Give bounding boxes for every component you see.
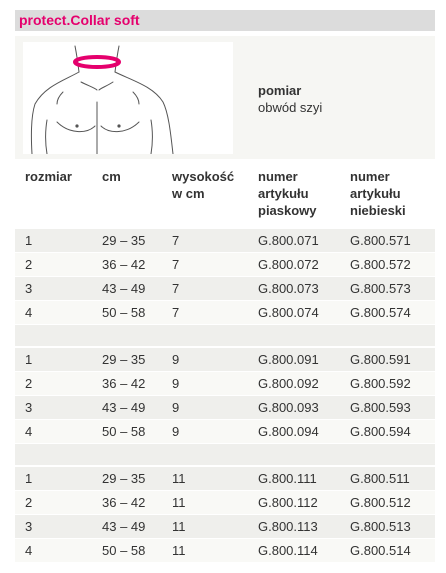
- table-row: [15, 277, 435, 301]
- cell-article-blue: G.800.511: [350, 467, 435, 491]
- cell-article-blue: G.800.572: [350, 253, 435, 277]
- cell-size: 3: [15, 277, 102, 301]
- cell-article-sand: G.800.073: [258, 277, 350, 301]
- cell-height: 11: [172, 515, 258, 539]
- header-height: wysokość w cm: [172, 163, 258, 229]
- cell-article-blue: G.800.571: [350, 229, 435, 253]
- cell-article-sand: G.800.092: [258, 372, 350, 396]
- cell-cm: 43 – 49: [102, 515, 172, 539]
- table-row: [15, 372, 435, 396]
- table-row: [15, 491, 435, 515]
- cell-height: 7: [172, 229, 258, 253]
- cell-height: 11: [172, 491, 258, 515]
- neck-measurement-illustration: [23, 42, 233, 154]
- cell-cm: 36 – 42: [102, 491, 172, 515]
- cell-height: 11: [172, 539, 258, 563]
- cell-article-sand: G.800.113: [258, 515, 350, 539]
- table-body: [15, 229, 435, 563]
- cell-article-blue: G.800.512: [350, 491, 435, 515]
- table-header-row: [15, 163, 435, 229]
- header-article-blue: numer artykułu niebieski: [350, 163, 435, 229]
- size-table: [15, 163, 435, 562]
- cell-size: 3: [15, 396, 102, 420]
- group-separator: [15, 325, 435, 347]
- measurement-info: [258, 82, 322, 116]
- cell-cm: 29 – 35: [102, 348, 172, 372]
- title-bar: [15, 10, 435, 31]
- cell-article-sand: G.800.094: [258, 420, 350, 444]
- cell-size: 1: [15, 229, 102, 253]
- cell-cm: 29 – 35: [102, 229, 172, 253]
- table-row: [15, 539, 435, 563]
- torso-outline-icon: [23, 42, 233, 154]
- table-row: [15, 348, 435, 372]
- table-row: [15, 253, 435, 277]
- cell-height: 11: [172, 467, 258, 491]
- cell-cm: 36 – 42: [102, 372, 172, 396]
- cell-article-blue: G.800.574: [350, 301, 435, 325]
- cell-article-blue: G.800.513: [350, 515, 435, 539]
- cell-height: 9: [172, 372, 258, 396]
- group-separator: [15, 444, 435, 466]
- cell-cm: 43 – 49: [102, 277, 172, 301]
- cell-article-sand: G.800.074: [258, 301, 350, 325]
- cell-article-sand: G.800.112: [258, 491, 350, 515]
- cell-size: 3: [15, 515, 102, 539]
- cell-height: 9: [172, 348, 258, 372]
- cell-article-sand: G.800.114: [258, 539, 350, 563]
- cell-size: 4: [15, 539, 102, 563]
- cell-article-sand: G.800.072: [258, 253, 350, 277]
- header-article-sand: numer artykułu piaskowy: [258, 163, 350, 229]
- measurement-subheading: obwód szyi: [258, 100, 323, 115]
- separator-cell: [15, 325, 435, 347]
- cell-article-blue: G.800.593: [350, 396, 435, 420]
- table-row: [15, 396, 435, 420]
- cell-height: 7: [172, 277, 258, 301]
- cell-cm: 29 – 35: [102, 467, 172, 491]
- measurement-heading: pomiar: [258, 83, 302, 98]
- cell-article-blue: G.800.592: [350, 372, 435, 396]
- cell-article-blue: G.800.514: [350, 539, 435, 563]
- cell-size: 4: [15, 301, 102, 325]
- cell-article-sand: G.800.111: [258, 467, 350, 491]
- cell-article-blue: G.800.594: [350, 420, 435, 444]
- cell-size: 1: [15, 467, 102, 491]
- table-row: [15, 301, 435, 325]
- cell-size: 2: [15, 491, 102, 515]
- cell-article-blue: G.800.591: [350, 348, 435, 372]
- neck-circumference-marker: [75, 57, 119, 67]
- cell-height: 9: [172, 420, 258, 444]
- cell-cm: 50 – 58: [102, 539, 172, 563]
- table-row: [15, 467, 435, 491]
- table-row: [15, 229, 435, 253]
- cell-size: 1: [15, 348, 102, 372]
- header-cm: cm: [102, 163, 172, 229]
- cell-height: 9: [172, 396, 258, 420]
- cell-height: 7: [172, 253, 258, 277]
- table-row: [15, 420, 435, 444]
- cell-article-sand: G.800.093: [258, 396, 350, 420]
- measurement-panel: [15, 36, 435, 159]
- cell-cm: 36 – 42: [102, 253, 172, 277]
- cell-cm: 50 – 58: [102, 420, 172, 444]
- cell-height: 7: [172, 301, 258, 325]
- cell-article-blue: G.800.573: [350, 277, 435, 301]
- cell-size: 4: [15, 420, 102, 444]
- cell-cm: 50 – 58: [102, 301, 172, 325]
- cell-size: 2: [15, 253, 102, 277]
- product-title: protect.Collar soft: [19, 12, 140, 28]
- cell-cm: 43 – 49: [102, 396, 172, 420]
- table-row: [15, 515, 435, 539]
- cell-article-sand: G.800.091: [258, 348, 350, 372]
- cell-article-sand: G.800.071: [258, 229, 350, 253]
- separator-cell: [15, 444, 435, 466]
- cell-size: 2: [15, 372, 102, 396]
- header-size: rozmiar: [15, 163, 102, 229]
